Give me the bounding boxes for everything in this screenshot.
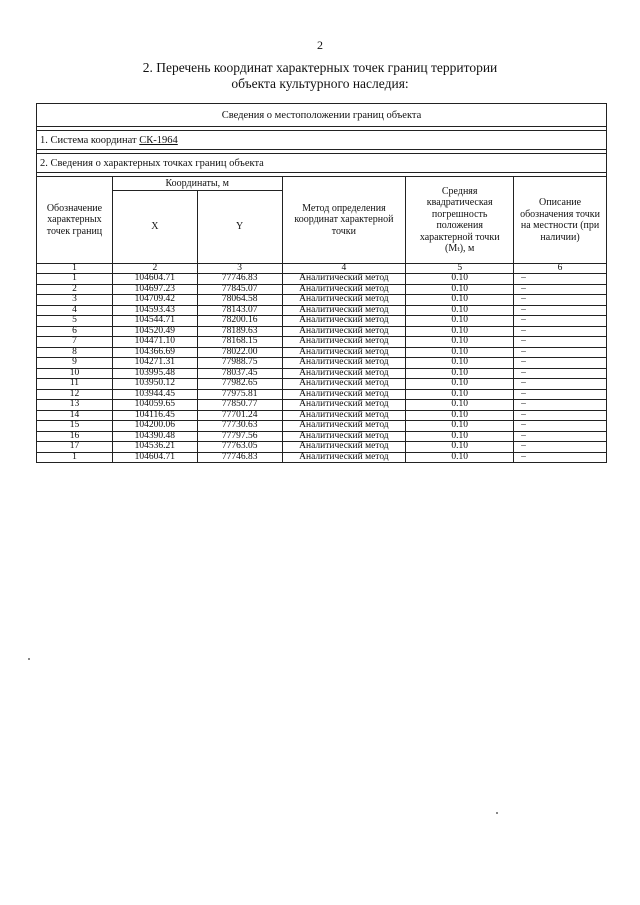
cell-x: 104604.71 <box>112 274 197 285</box>
cell-description: – <box>514 379 607 390</box>
table-row <box>37 410 607 421</box>
cell-description: – <box>514 274 607 285</box>
scan-speck <box>28 658 30 660</box>
cell-description: – <box>514 452 607 463</box>
cell-y: 78143.07 <box>197 305 282 316</box>
table-row <box>37 305 607 316</box>
cell-method: Аналитический метод <box>282 431 406 442</box>
cell-y: 78200.16 <box>197 316 282 327</box>
cell-description: – <box>514 368 607 379</box>
cell-x: 104200.06 <box>112 421 197 432</box>
column-number: 6 <box>514 264 607 274</box>
cell-y: 77746.83 <box>197 274 282 285</box>
cell-y: 78168.15 <box>197 337 282 348</box>
cell-x: 104366.69 <box>112 347 197 358</box>
table-row <box>37 295 607 306</box>
title-line-2: объекта культурного наследия: <box>231 76 409 91</box>
table-row <box>37 400 607 411</box>
cell-method: Аналитический метод <box>282 295 406 306</box>
cell-error: 0.10 <box>406 452 514 463</box>
table-header: Сведения о местоположении границ объекта <box>37 104 607 127</box>
coordinate-system <box>37 131 607 150</box>
cell-description: – <box>514 305 607 316</box>
cell-error: 0.10 <box>406 337 514 348</box>
cell-error: 0.10 <box>406 431 514 442</box>
cell-method: Аналитический метод <box>282 442 406 453</box>
cell-error: 0.10 <box>406 347 514 358</box>
table-row <box>37 379 607 390</box>
cell-point: 13 <box>37 400 113 411</box>
col-description-header: Описание обозначения точки на местности (при наличии) <box>514 177 607 264</box>
cell-description: – <box>514 326 607 337</box>
cell-error: 0.10 <box>406 295 514 306</box>
cell-description: – <box>514 389 607 400</box>
cell-method: Аналитический метод <box>282 316 406 327</box>
title-line-1: 2. Перечень координат характерных точек границ территории <box>142 60 498 75</box>
cell-point: 3 <box>37 295 113 306</box>
cell-y: 78022.00 <box>197 347 282 358</box>
coordinates-table <box>36 103 607 463</box>
cell-x: 104544.71 <box>112 316 197 327</box>
cell-error: 0.10 <box>406 410 514 421</box>
cell-error: 0.10 <box>406 274 514 285</box>
coordinate-system-label: 1. Система координат <box>40 134 140 146</box>
cell-point: 1 <box>37 452 113 463</box>
cell-method: Аналитический метод <box>282 400 406 411</box>
column-numbers-row <box>37 264 607 274</box>
cell-y: 78189.63 <box>197 326 282 337</box>
cell-method: Аналитический метод <box>282 326 406 337</box>
cell-y: 77988.75 <box>197 358 282 369</box>
cell-x: 104059.65 <box>112 400 197 411</box>
table-row <box>37 316 607 327</box>
table-row <box>37 389 607 400</box>
cell-method: Аналитический метод <box>282 389 406 400</box>
table-row <box>37 421 607 432</box>
cell-point: 8 <box>37 347 113 358</box>
cell-point: 16 <box>37 431 113 442</box>
cell-description: – <box>514 400 607 411</box>
cell-x: 104536.21 <box>112 442 197 453</box>
cell-x: 104390.48 <box>112 431 197 442</box>
col-error-header: Средняя квадратическая погрешность положения характерной точки (Mₜ), м <box>406 177 514 264</box>
cell-x: 104709.42 <box>112 295 197 306</box>
table-row <box>37 442 607 453</box>
cell-y: 77701.24 <box>197 410 282 421</box>
cell-description: – <box>514 442 607 453</box>
table-row <box>37 284 607 295</box>
cell-y: 77975.81 <box>197 389 282 400</box>
cell-y: 77797.56 <box>197 431 282 442</box>
cell-method: Аналитический метод <box>282 421 406 432</box>
cell-error: 0.10 <box>406 421 514 432</box>
cell-point: 17 <box>37 442 113 453</box>
column-number: 3 <box>197 264 282 274</box>
cell-method: Аналитический метод <box>282 410 406 421</box>
cell-point: 7 <box>37 337 113 348</box>
cell-description: – <box>514 421 607 432</box>
cell-description: – <box>514 284 607 295</box>
column-number: 4 <box>282 264 406 274</box>
scan-speck <box>496 812 498 814</box>
cell-error: 0.10 <box>406 358 514 369</box>
cell-point: 12 <box>37 389 113 400</box>
cell-point: 15 <box>37 421 113 432</box>
cell-x: 104604.71 <box>112 452 197 463</box>
cell-description: – <box>514 347 607 358</box>
cell-description: – <box>514 358 607 369</box>
cell-x: 103950.12 <box>112 379 197 390</box>
cell-method: Аналитический метод <box>282 347 406 358</box>
cell-method: Аналитический метод <box>282 274 406 285</box>
cell-error: 0.10 <box>406 379 514 390</box>
cell-x: 104271.31 <box>112 358 197 369</box>
column-number: 2 <box>112 264 197 274</box>
cell-description: – <box>514 295 607 306</box>
cell-point: 1 <box>37 274 113 285</box>
cell-method: Аналитический метод <box>282 452 406 463</box>
coordinate-system-value: СК-1964 <box>139 134 178 146</box>
cell-y: 77746.83 <box>197 452 282 463</box>
cell-y: 77730.63 <box>197 421 282 432</box>
page-title <box>0 60 640 92</box>
cell-method: Аналитический метод <box>282 379 406 390</box>
col-method-header: Метод определения координат характерной точки <box>282 177 406 264</box>
cell-y: 77845.07 <box>197 284 282 295</box>
cell-x: 104520.49 <box>112 326 197 337</box>
cell-method: Аналитический метод <box>282 305 406 316</box>
col-coords-group-header: Координаты, м <box>112 177 282 191</box>
cell-y: 77850.77 <box>197 400 282 411</box>
col-x-header: X <box>112 191 197 264</box>
cell-x: 104116.45 <box>112 410 197 421</box>
cell-x: 103995.48 <box>112 368 197 379</box>
cell-x: 103944.45 <box>112 389 197 400</box>
cell-method: Аналитический метод <box>282 358 406 369</box>
cell-description: – <box>514 337 607 348</box>
table-row <box>37 368 607 379</box>
cell-description: – <box>514 316 607 327</box>
table-row <box>37 274 607 285</box>
cell-error: 0.10 <box>406 442 514 453</box>
cell-point: 2 <box>37 284 113 295</box>
cell-point: 6 <box>37 326 113 337</box>
cell-y: 77982.65 <box>197 379 282 390</box>
cell-point: 5 <box>37 316 113 327</box>
column-number: 5 <box>406 264 514 274</box>
cell-error: 0.10 <box>406 368 514 379</box>
cell-error: 0.10 <box>406 326 514 337</box>
table-row <box>37 452 607 463</box>
cell-error: 0.10 <box>406 284 514 295</box>
section-2-heading: 2. Сведения о характерных точках границ объекта <box>37 154 607 173</box>
col-point-header: Обозначение характерных точек границ <box>37 177 113 264</box>
column-number: 1 <box>37 264 113 274</box>
cell-y: 78037.45 <box>197 368 282 379</box>
table-row <box>37 358 607 369</box>
cell-description: – <box>514 431 607 442</box>
cell-description: – <box>514 410 607 421</box>
table-row <box>37 347 607 358</box>
cell-error: 0.10 <box>406 389 514 400</box>
cell-error: 0.10 <box>406 316 514 327</box>
cell-point: 14 <box>37 410 113 421</box>
cell-point: 4 <box>37 305 113 316</box>
cell-x: 104593.43 <box>112 305 197 316</box>
col-y-header: Y <box>197 191 282 264</box>
cell-error: 0.10 <box>406 305 514 316</box>
cell-point: 9 <box>37 358 113 369</box>
cell-x: 104471.10 <box>112 337 197 348</box>
cell-x: 104697.23 <box>112 284 197 295</box>
cell-method: Аналитический метод <box>282 368 406 379</box>
cell-y: 77763.05 <box>197 442 282 453</box>
table-row <box>37 326 607 337</box>
cell-point: 11 <box>37 379 113 390</box>
cell-y: 78064.58 <box>197 295 282 306</box>
page-number: 2 <box>317 38 323 52</box>
table-row <box>37 431 607 442</box>
table-row <box>37 337 607 348</box>
cell-point: 10 <box>37 368 113 379</box>
cell-error: 0.10 <box>406 400 514 411</box>
cell-method: Аналитический метод <box>282 337 406 348</box>
cell-method: Аналитический метод <box>282 284 406 295</box>
